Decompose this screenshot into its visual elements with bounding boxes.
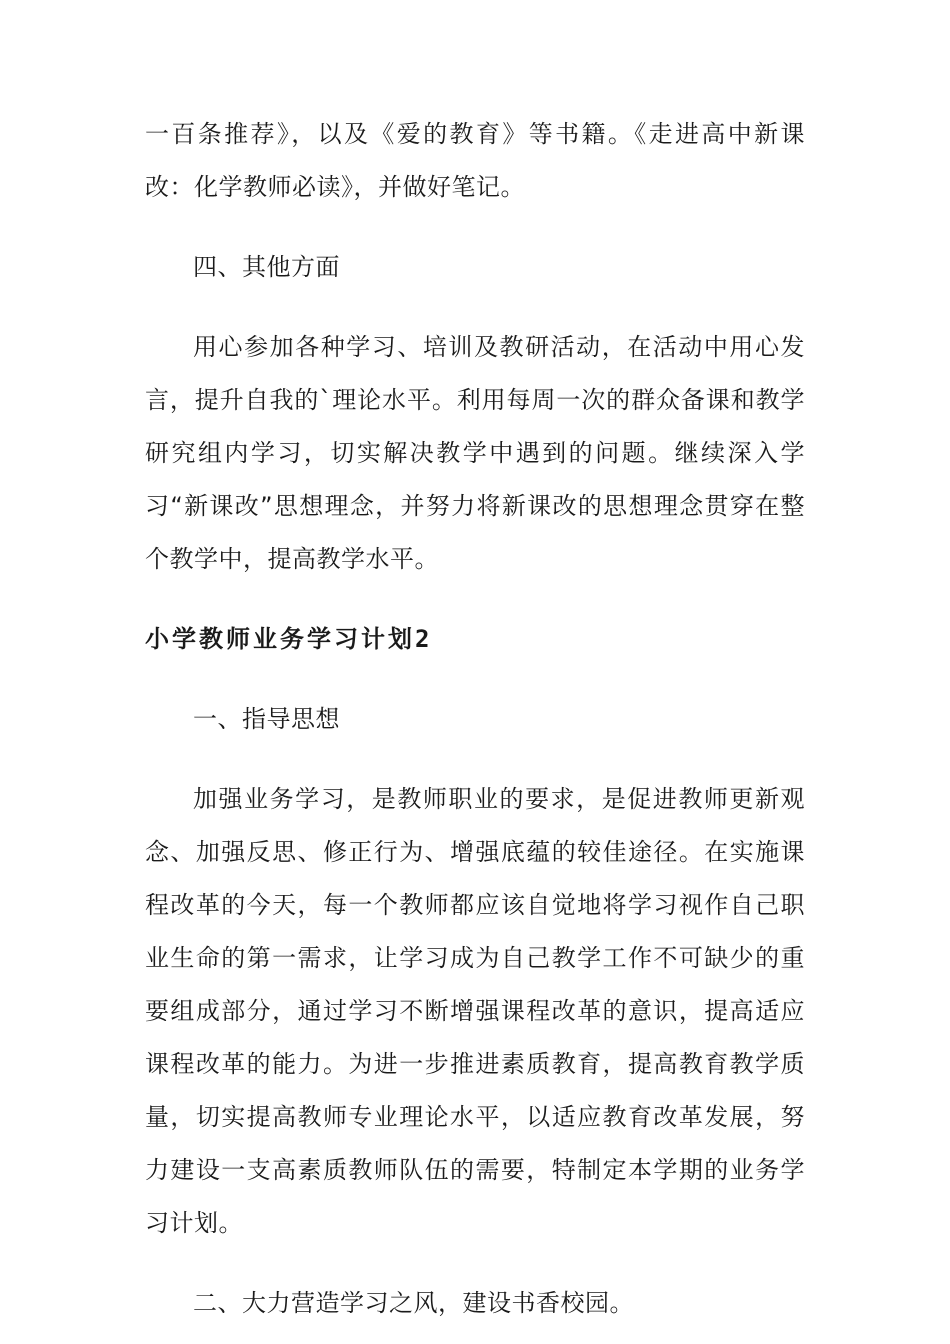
- guiding-ideology-paragraph: 加强业务学习，是教师职业的要求，是促进教师更新观念、加强反思、修正行为、增强底蕴的较佳途径。在实施课程改革的今天，每一个教师都应该自觉地将学习视作自己职业生命的第一需求，让学习成为自己教学工作不可缺少的重要组成部分，通过学习不断增强课程改革的意识，提高适应课程改革的能力。为进一步推进素质教育，提高教育教学质量，切实提高教师专业理论水平，以适应教育改革发展，努力建设一支高素质教师队伍的需要，特制定本学期的业务学习计划。: [145, 785, 805, 1237]
- document-title: 小学教师业务学习计划2: [145, 625, 433, 653]
- section-heading-learning-culture: 二、大力营造学习之风，建设书香校园。: [193, 1289, 634, 1317]
- section-heading-guiding-ideology: 一、指导思想: [193, 705, 340, 733]
- other-aspects-paragraph: 用心参加各种学习、培训及教研活动，在活动中用心发言，提升自我的`理论水平。利用每周一次的群众备课和教学研究组内学习，切实解决教学中遇到的问题。继续深入学习“新课改”思想理念，并努力将新课改的思想理念贯穿在整个教学中，提高教学水平。: [145, 333, 805, 573]
- document-page: [145, 108, 805, 1330]
- continuation-paragraph: 一百条推荐》，以及《爱的教育》等书籍。《走进高中新课改：化学教师必读》，并做好笔记。: [145, 120, 805, 201]
- section-heading-other-aspects: 四、其他方面: [193, 253, 340, 281]
